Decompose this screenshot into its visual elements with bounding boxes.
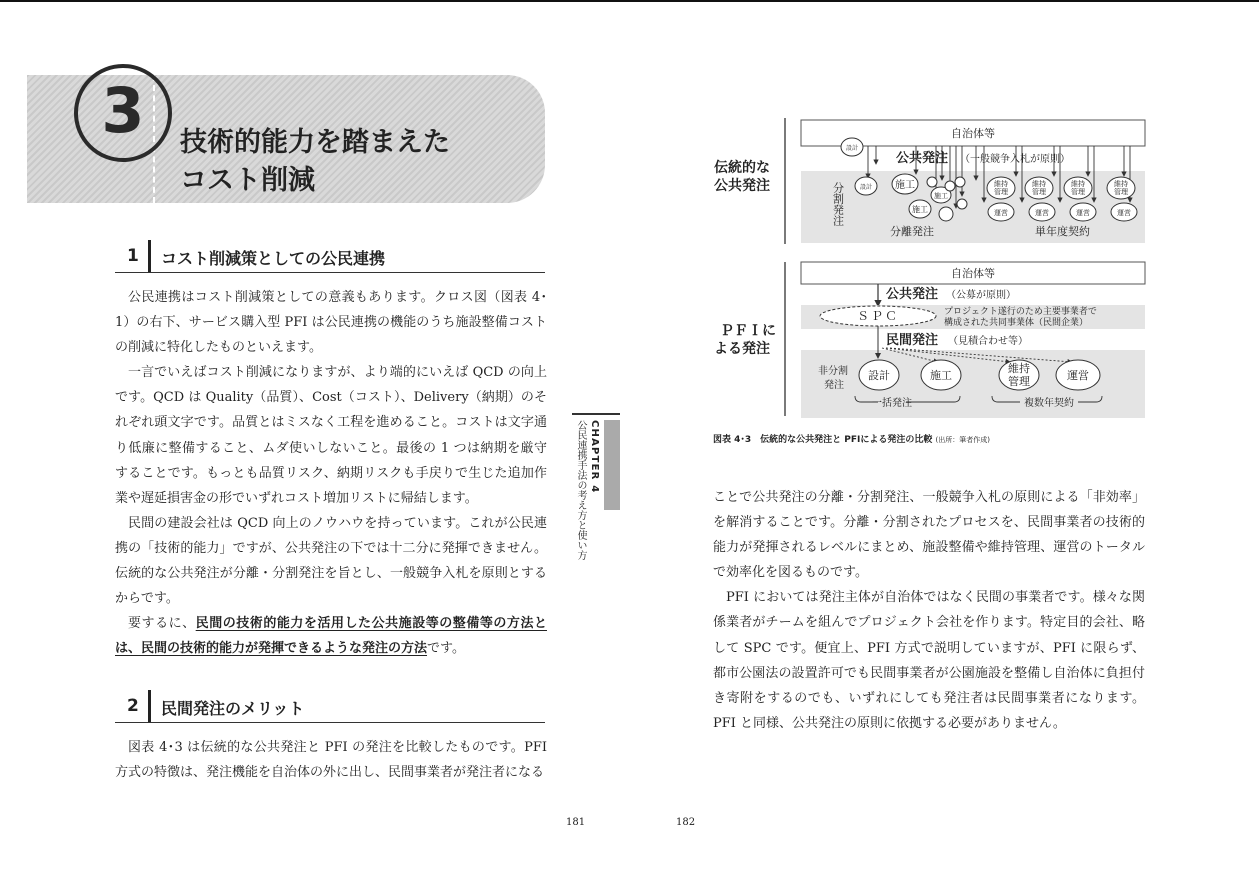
bottom-construction-node: 施工 [930,369,952,382]
spc-note-2: 構成された共同事業体（民間企業） [944,318,1089,328]
paragraph: 図表 4･3 は伝統的な公共発注と PFI の発注を比較したものです。PFI 方式の特徴は、発注機能を自治体の外に出し、民間事業者が発注者になる [115,740,547,781]
text-prefix: 要するに、 [128,616,196,632]
section-1-body [115,285,547,661]
top-annual-label: 単年度契約 [1035,225,1090,238]
private-order-note: （見積合わせ等） [948,336,1028,347]
top-maint-2b: 管理 [1032,188,1046,196]
emphasized-text: 民間の技術的能力を活用した公共施設等の整備等の方法とは、民間の技術的能力が発揮できるような発注の方法 [115,616,547,657]
spc-note-1: プロジェクト遂行のため主要事業者で [944,307,1097,317]
private-order-label: 民間発注 [886,333,939,348]
top-side-label-2: 公共発注 [714,178,770,194]
chapter-tab-rule [572,413,620,415]
section-bar [148,690,151,722]
top-construction-small: 施工 [934,192,948,200]
chapter-tab-label: CHAPTER 4 [589,420,600,494]
top-design-node: 設計 [859,184,873,191]
pfi-comparison-diagram [710,112,1150,424]
top-op-1: 運営 [994,209,1008,217]
top-maint-1b: 管理 [994,188,1008,196]
top-authority-label: 自治体等 [951,127,995,140]
chapter-title-line-2: コスト削減 [180,165,315,196]
top-maint-1a: 維持 [994,180,1008,188]
section-2-body [115,735,547,785]
top-design-small: 設計 [845,145,859,152]
top-order-label: 公共発注 [896,151,949,166]
top-maint-4a: 維持 [1114,180,1128,188]
chapter-tab-subtitle: 公民連携手法の考え方と使い方 [575,420,586,560]
page-number-left: 181 [566,817,586,828]
non-split-2: 発注 [824,380,844,391]
top-maint-3a: 維持 [1071,180,1085,188]
chapter-number: 3 [101,74,145,147]
paragraph: 民間の建設会社は QCD 向上のノウハウを持っています。これが公民連携の「技術的能力」ですが、公共発注の下では十二分に発揮できません。伝統的な公共発注が分離・分割発注を旨とし、一般競争入札を原則とするからです。 [115,515,547,607]
spc-label: ＳＰＣ [856,309,900,323]
top-op-2: 運営 [1035,209,1049,217]
section-number: 1 [127,246,139,266]
text-suffix: です。 [427,641,465,657]
top-maint-3b: 管理 [1071,188,1085,196]
bottom-operation-node: 運営 [1067,369,1089,382]
caption-text: 図表 4･3 伝統的な公共発注と PFIによる発注の比較 [713,435,933,445]
paragraph: PFI においては発注主体が自治体ではなく民間の事業者です。様々な関係業者がチームを組んでプロジェクト会社を作ります。特定目的会社、略して SPC です。便宜上、PFI 方式で説明していますが、PFI に限らず、都市公園法の設置許可でも民間事業者が公園施設を整備し自治体に負担付き寄附をするのでも、いずれにしても発注者は民間事業者になります。PFI と同様、公共発注の原則に依拠する必要がありません。 [713,590,1145,731]
top-maint-4b: 管理 [1114,188,1128,196]
top-construction-node: 施工 [895,180,915,191]
section-title: コスト削減策としての公民連携 [161,249,386,268]
paragraph: 一言でいえばコスト削減になりますが、より端的にいえば QCD の向上です。QCD は Quality（品質）、Cost（コスト）、Delivery（納期）のそれぞれ頭文字です。品質とはミスなく工程を進めること。コストは文字通り低廉に整備すること、ムダ使いしないこと。最後の 1 つは納期を厳守することです。もっとも品質リスク、納期リスクも手戻りで生じた追加作業や遅延損害金の形でいずれコスト増加リストに帰結します。 [115,365,547,506]
section-heading-2 [115,686,545,723]
paragraph-conclusion [115,611,547,661]
caption-source: (出所：筆者作成) [935,436,990,444]
non-split-1: 非分割 [818,366,848,377]
top-side-label-1: 伝統的な [714,160,770,176]
page-number-right: 182 [676,817,696,828]
top-order-note: （一般競争入札が原則） [960,154,1070,165]
section-number: 2 [127,696,139,716]
bottom-authority-label: 自治体等 [951,267,995,280]
bundle-label: 一括発注 [872,398,912,409]
top-border [0,0,1259,2]
top-op-3: 運営 [1076,209,1090,217]
multi-year-label: 複数年契約 [1024,398,1074,409]
top-maint-2a: 維持 [1032,180,1046,188]
bottom-order-label: 公共発注 [886,287,939,302]
bottom-maint-2: 管理 [1008,375,1030,388]
bottom-side-label-2: よる発注 [714,341,770,357]
chapter-tab-marker [604,420,620,510]
section-title: 民間発注のメリット [161,699,305,718]
bottom-order-note: （公募が原則） [946,290,1016,301]
top-vertical-split-label: 分割発注 [831,182,845,226]
chapter-title [180,124,450,200]
paragraph: 公民連携はコスト削減策としての意義もあります。クロス図（図表 4･1）の右下、サービス購入型 PFI は公民連携の機能のうち施設整備コストの削減に特化したものといえます。 [115,290,547,356]
chapter-title-line-1: 技術的能力を踏まえた [180,127,450,158]
figure-caption [713,432,990,445]
top-op-4: 運営 [1117,209,1131,217]
bottom-design-node: 設計 [868,369,890,382]
top-split-label: 分離発注 [890,225,934,238]
section-bar [148,240,151,272]
top-construction-lower: 施工 [912,205,928,214]
bottom-maint-1: 維持 [1008,362,1030,375]
section-heading-1 [115,236,545,273]
right-page-body [713,485,1145,736]
bottom-side-label-1: ＰＦＩに [720,323,776,339]
paragraph: ことで公共発注の分離・分割発注、一般競争入札の原則による「非効率」を解消することです。分離・分割されたプロセスを、民間事業者の技術的能力が発揮されるレベルにまとめ、施設整備や維持管理、運営のトータルで効率化を図るものです。 [713,490,1145,581]
